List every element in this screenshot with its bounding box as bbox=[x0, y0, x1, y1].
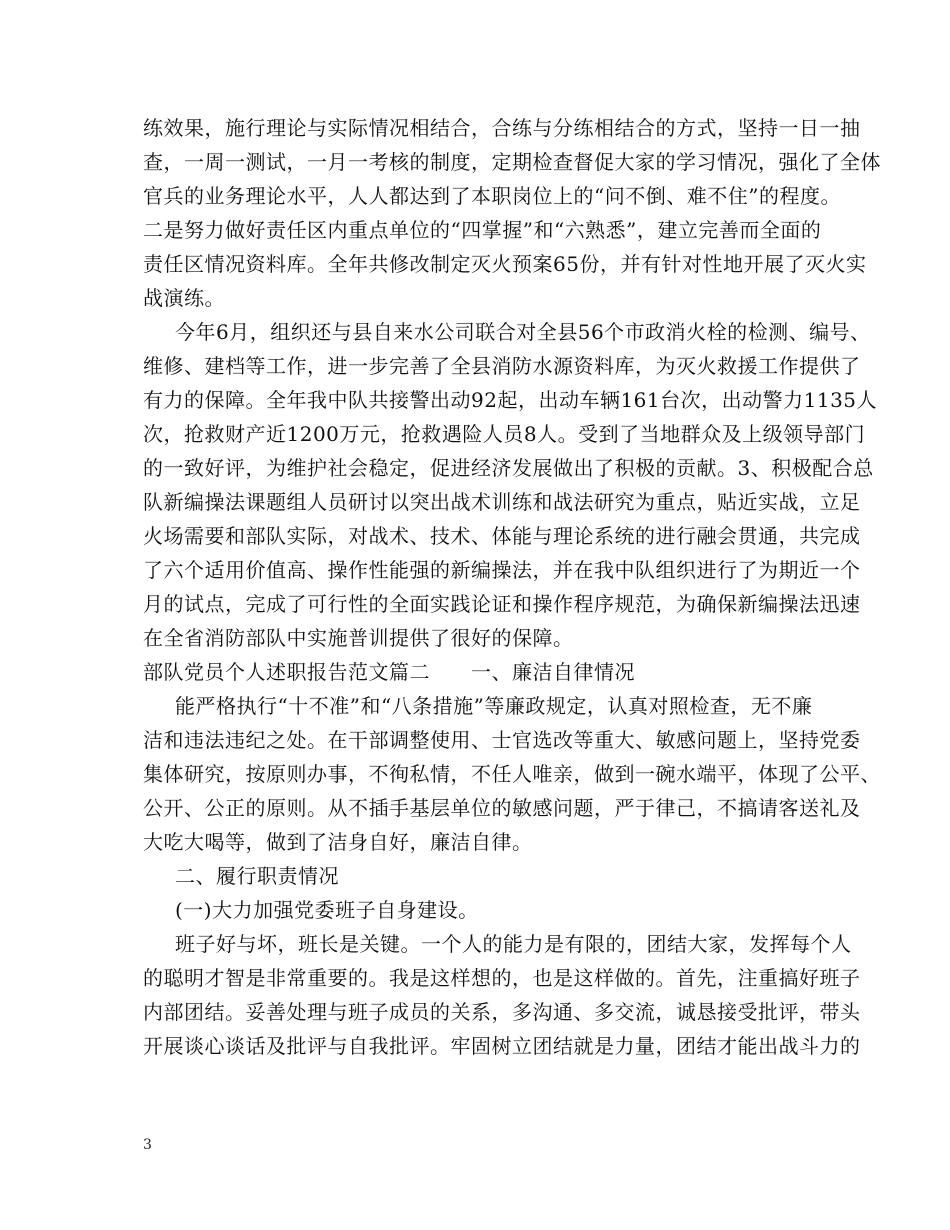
body-text-line: 的聪明才智是非常重要的。我是这样想的，也是这样做的。首先，注重搞好班子 bbox=[143, 966, 861, 990]
body-text-line: 能严格执行“十不准”和“八条措施”等廉政规定，认真对照检查，无不廉 bbox=[175, 694, 813, 718]
body-text-line: 维修、建档等工作，进一步完善了全县消防水源资料库，为灭火救援工作提供了 bbox=[143, 354, 861, 378]
body-text-line: 今年6月，组织还与县自来水公司联合对全县56个市政消火栓的检测、编号、 bbox=[175, 320, 871, 344]
body-text-line: 责任区情况资料库。全年共修改制定灭火预案65份，并有针对性地开展了灭火实 bbox=[143, 252, 867, 276]
body-text-line: 开展谈心谈话及批评与自我批评。牢固树立团结就是力量，团结才能出战斗力的 bbox=[143, 1034, 861, 1058]
body-text-line: 内部团结。妥善处理与班子成员的关系，多沟通、多交流，诚恳接受批评，带头 bbox=[143, 1000, 861, 1024]
body-text-line: 火场需要和部队实际，对战术、技术、体能与理论系统的进行融会贯通，共完成 bbox=[143, 524, 861, 548]
body-text-line: 官兵的业务理论水平，人人都达到了本职岗位上的“问不倒、难不住”的程度。 bbox=[143, 184, 841, 208]
body-text-line: 次，抢救财产近1200万元，抢救遇险人员8人。受到了当地群众及上级领导部门 bbox=[143, 422, 866, 446]
body-text-line: 大吃大喝等，做到了洁身自好，廉洁自律。 bbox=[143, 830, 533, 854]
page-number: 3 bbox=[143, 1137, 152, 1153]
section-heading: 二、履行职责情况 bbox=[175, 864, 339, 888]
body-text-line: 查，一周一测试，一月一考核的制度，定期检查督促大家的学习情况，强化了全体 bbox=[143, 150, 881, 174]
body-text-line: 月的试点，完成了可行性的全面实践论证和操作程序规范，为确保新编操法迅速 bbox=[143, 592, 861, 616]
body-text-line: 洁和违法违纪之处。在干部调整使用、士官选改等重大、敏感问题上，坚持党委 bbox=[143, 728, 861, 752]
subsection-heading: (一)大力加强党委班子自身建设。 bbox=[175, 898, 479, 922]
body-text-line: 队新编操法课题组人员研讨以突出战术训练和战法研究为重点，贴近实战，立足 bbox=[143, 490, 861, 514]
body-text-line: 在全省消防部队中实施普训提供了很好的保障。 bbox=[143, 626, 574, 650]
body-text-line: 练效果，施行理论与实际情况相结合，合练与分练相结合的方式，坚持一日一抽 bbox=[143, 116, 861, 140]
body-text-line: 公开、公正的原则。从不插手基层单位的敏感问题，严于律己，不搞请客送礼及 bbox=[143, 796, 861, 820]
body-text-line: 的一致好评，为维护社会稳定，促进经济发展做出了积极的贡献。3、积极配合总 bbox=[143, 456, 874, 480]
body-text-line: 集体研究，按原则办事，不徇私情，不任人唯亲，做到一碗水端平，体现了公平、 bbox=[143, 762, 881, 786]
body-text-line: 战演练。 bbox=[143, 286, 225, 310]
body-text-line: 班子好与坏，班长是关键。一个人的能力是有限的，团结大家，发挥每个人 bbox=[175, 932, 852, 956]
body-text-line: 了六个适用价值高、操作性能强的新编操法，并在我中队组织进行了为期近一个 bbox=[143, 558, 861, 582]
body-text-line: 二是努力做好责任区内重点单位的“四掌握”和“六熟悉”，建立完善而全面的 bbox=[143, 218, 822, 242]
section-heading: 部队党员个人述职报告范文篇二 一、廉洁自律情况 bbox=[143, 660, 635, 684]
body-text-line: 有力的保障。全年我中队共接警出动92起，出动车辆161台次，出动警力1135人 bbox=[143, 388, 878, 412]
